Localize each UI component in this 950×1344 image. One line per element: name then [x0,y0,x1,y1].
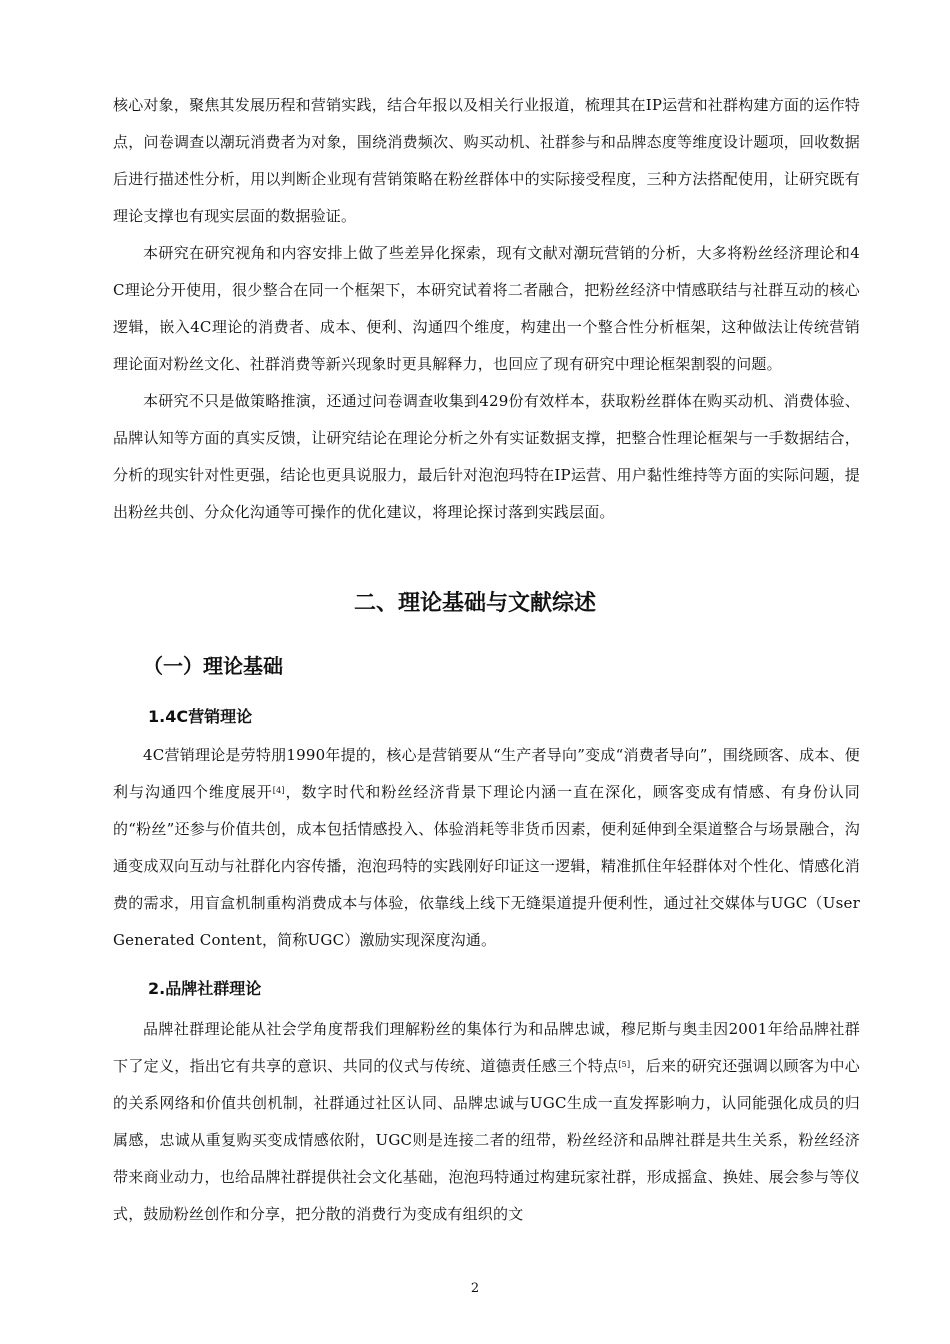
paragraph-brand-block [113,1011,860,1233]
paragraph-empirical: 本研究不只是做策略推演，还通过问卷调查收集到429份有效样本，获取粉丝群体在购买动机、消费体验、品牌认知等方面的真实反馈，让研究结论在理论分析之外有实证数据支撑，把整合性理论框架与一手数据结合，分析的现实针对性更强，结论也更具说服力，最后针对泡泡玛特在IP运营、用户黏性维持等方面的实际问题，提出粉丝共创、分众化沟通等可操作的优化建议，将理论探讨落到实践层面。 [113,392,860,521]
subsection-heading-brand-community: 2.品牌社群理论 [148,979,262,998]
paragraph-brand-text-a: 品牌社群理论能从社会学角度帮我们理解粉丝的集体行为和品牌忠诚，穆尼斯与奥圭因2001年给品牌社群下了定义，指出它有共享的意识、共同的仪式与传统、道德责任感三个特点 [113,1020,860,1075]
chapter-heading: 二、理论基础与文献综述 [353,591,596,616]
citation-5: [5] [618,1060,631,1069]
paragraph-4c-text-a: 4C营销理论是劳特朋1990年提的，核心是营销要从“生产者导向”变成“消费者导向”，围绕顾客、成本、便利与沟通四个维度展开 [113,746,860,801]
citation-4: [4] [272,786,285,795]
paragraph-brand-text-b: ，后来的研究还强调以顾客为中心的关系网络和价值共创机制，社群通过社区认同、品牌忠诚与UGC生成一直发挥影响力，认同能强化成员的归属感，忠诚从重复购买变成情感依附，UGC则是连接二者的纽带，粉丝经济和品牌社群是共生关系，粉丝经济带来商业动力，也给品牌社群提供社会文化基础，泡泡玛特通过构建玩家社群，形成摇盒、换娃、展会参与等仪式，鼓励粉丝创作和分享，把分散的消费行为变成有组织的文 [113,1057,860,1223]
page-number: 2 [470,1281,480,1296]
paragraph-innovation: 本研究在研究视角和内容安排上做了些差异化探索，现有文献对潮玩营销的分析，大多将粉丝经济理论和4C理论分开使用，很少整合在同一个框架下，本研究试着将二者融合，把粉丝经济中情感联结与社群互动的核心逻辑，嵌入4C理论的消费者、成本、便利、沟通四个维度，构建出一个整合性分析框架，这种做法让传统营销理论面对粉丝文化、社群消费等新兴现象时更具解释力，也回应了现有研究中理论框架割裂的问题。 [113,244,860,373]
section-heading: （一）理论基础 [143,654,283,678]
paragraph-4c-text-b: ，数字时代和粉丝经济背景下理论内涵一直在深化，顾客变成有情感、有身份认同的“粉丝”还参与价值共创，成本包括情感投入、体验消耗等非货币因素，便利延伸到全渠道整合与场景融合，沟通变成双向互动与社群化内容传播，泡泡玛特的实践刚好印证这一逻辑，精准抓住年轻群体对个性化、情感化消费的需求，用盲盒机制重构消费成本与体验，依靠线上线下无缝渠道提升便利性，通过社交媒体与UGC（User Generated Content，简称UGC）激励实现深度沟通。 [113,783,860,949]
intro-block [113,87,860,531]
paragraph-brand-community [113,1011,860,1233]
subsection-heading-4c: 1.4C营销理论 [148,707,253,726]
paragraph-methods: 核心对象，聚焦其发展历程和营销实践，结合年报以及相关行业报道，梳理其在IP运营和社群构建方面的运作特点，问卷调查以潮玩消费者为对象，围绕消费频次、购买动机、社群参与和品牌态度等维度设计题项，回收数据后进行描述性分析，用以判断企业现有营销策略在粉丝群体中的实际接受程度，三种方法搭配使用，让研究既有理论支撑也有现实层面的数据验证。 [113,96,860,225]
paragraph-4c-theory [113,737,860,959]
paragraph-4c-block [113,737,860,959]
